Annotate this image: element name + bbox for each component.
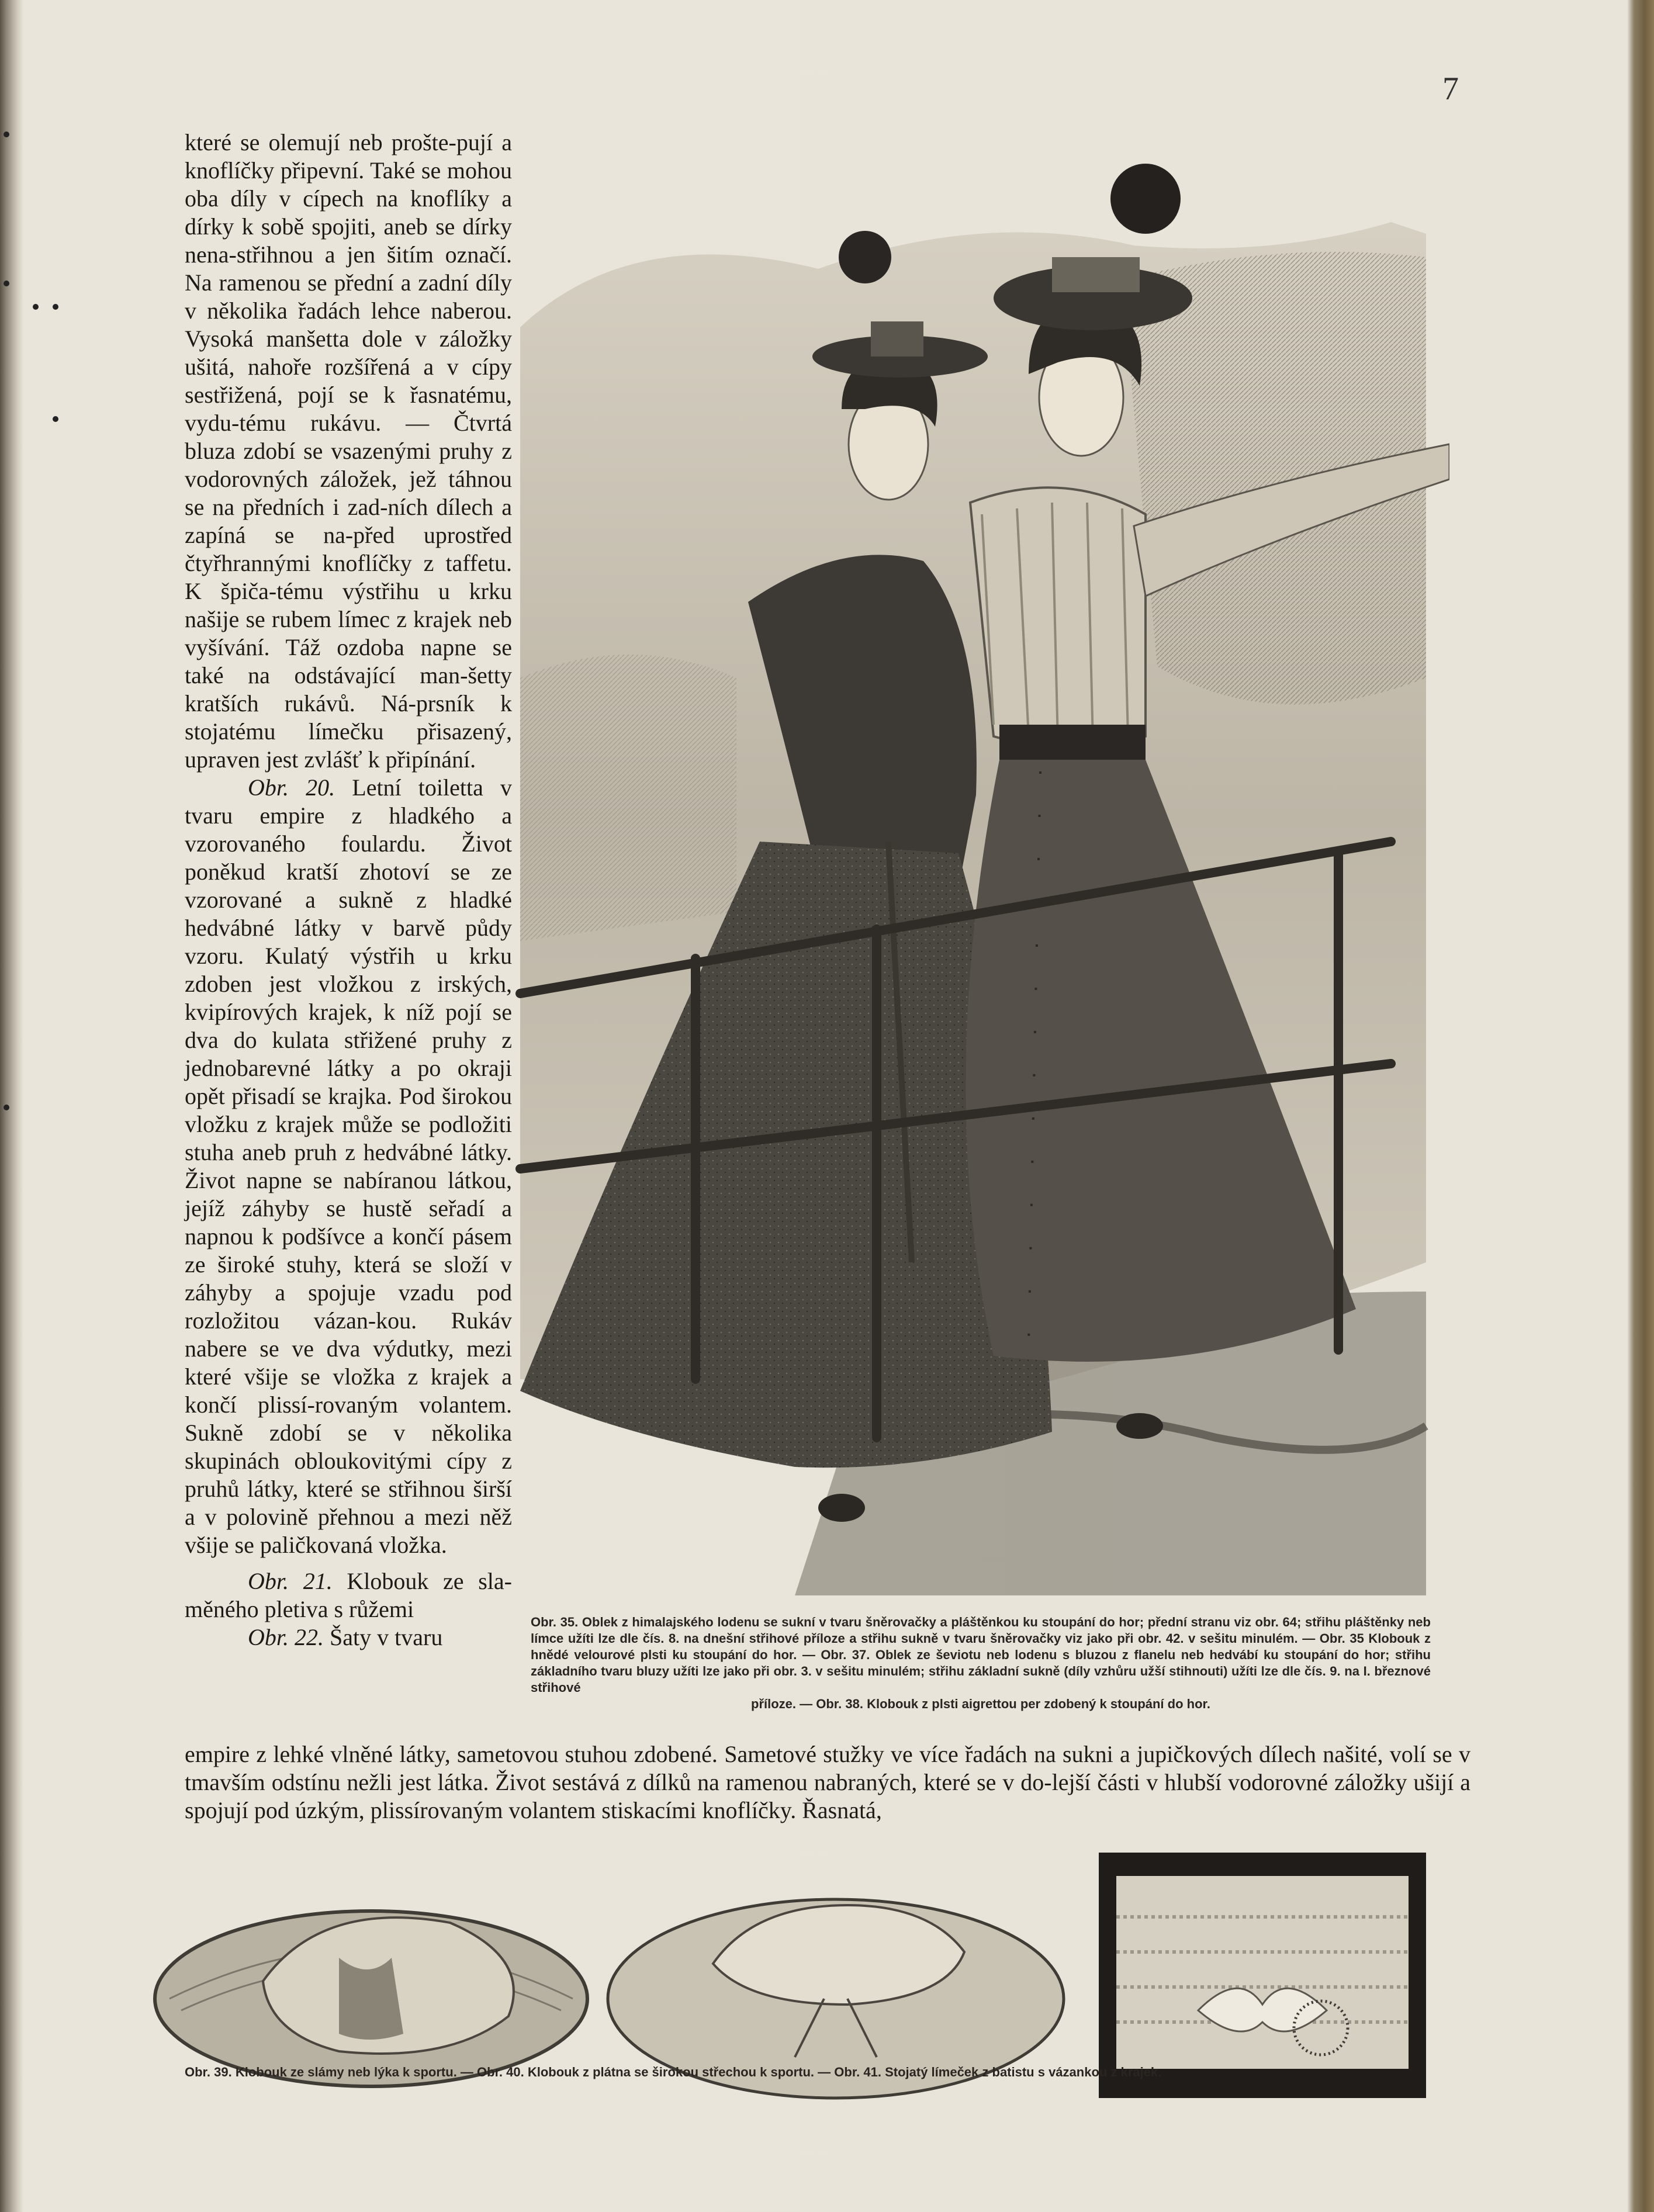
left-text-column bbox=[185, 129, 512, 1652]
lace-collar-illustration bbox=[1099, 1853, 1426, 2098]
margin-mark bbox=[4, 281, 9, 286]
obr-21-text: Klobouk ze sla-měného pletiva s růžemi bbox=[185, 1568, 512, 1622]
full-width-paragraph: empire z lehké vlněné látky, sametovou stuhou zdobené. Sametové stužky ve více řadách na sukni a jupičkových dílech našité, volí se v tmavším odstínu nežli jest látka. Život sestává z dílků na ramenou nabraných, které se v do-lejší části v hlubší vodorovné záložky ušijí a spojují pod úzkým, plissírovaným volantem stiskacími knoflíčky. Řasnatá, bbox=[185, 1741, 1470, 1823]
margin-mark bbox=[53, 416, 58, 422]
caption-main-last-line: příloze. — Obr. 38. Klobouk z plsti aigrettou per zdobený k stoupání do hor. bbox=[751, 1697, 1210, 1711]
hillside bbox=[520, 655, 736, 941]
hat-feather-left bbox=[839, 231, 891, 283]
obr-22-label: Obr. 22. bbox=[248, 1624, 324, 1650]
margin-mark bbox=[53, 304, 58, 310]
page-right-edge bbox=[1627, 0, 1654, 2212]
margin-mark bbox=[4, 1105, 9, 1110]
caption-main-text: Obr. 35. Oblek z himalajského lodenu se sukní v tvaru šněrovačky a pláštěnkou ku stoupání do hor; přední stranu viz obr. 64; střihu pláštěnky neb límce užíti lze dle čís. 8. na dnešní střihové příloze a střihu sukně v tvaru šněrovačky viz jako při obr. 42. v sešitu minulém. — Obr. 35 Klobouk z hnědé velourové plsti ku stoupání do hor. — Obr. 37. Oblek ze ševiotu neb lodenu s bluzou z flanelu neb hedvábí ku stoupání do hor; střihu základního tvaru bluzy užíti lze jako při obr. 3. v sešitu minulém; střihu základní sukně (díly vzhůru užší stihnouti) užíti lze dle čís. 9. na I. březnové střihové bbox=[531, 1615, 1431, 1695]
hat-crown-right bbox=[1052, 257, 1140, 292]
page-number: 7 bbox=[1442, 71, 1459, 107]
obr-22-text: Šaty v tvaru bbox=[324, 1624, 443, 1650]
paragraph-obr-22 bbox=[185, 1623, 512, 1652]
hat-crown-left bbox=[871, 321, 923, 356]
shoe-right bbox=[1116, 1413, 1163, 1439]
obr-20-text: Letní toiletta v tvaru empire z hladkého a vzorovaného foulardu. Život poněkud kratší zhotoví se ze vzorované a sukně z hladké hedvábné látky v barvě půdy vzoru. Kulatý výstřih u krku zdoben jest vložkou z irských, kvipírových krajek, k níž pojí se dva do kulata střižené pruhy z jednobarevné látky a po okraji opět přisadí se krajka. Pod širokou vložku z krajek může se podložiti stuha aneb pruh z hedvábné látky. Život napne se nabíranou látkou, jejíž záhyby se hustě seřadí a napnou k podšívce a končí pásem ze široké stuhy, která se složí v záhyby a spojuje vzadu pod rozložitou vázan-kou. Rukáv nabere se ve dva výdutky, mezi které všije se vložka z krajek a končí plissí-rovaným volantem. Sukně zdobí se v několika skupinách obloukovitými cípy z pruhů látky, které se střihnou širší a v polovině přehnou a mezi něž všije se paličkovaná vložka. bbox=[185, 774, 512, 1558]
belt bbox=[999, 725, 1146, 760]
margin-mark bbox=[4, 131, 9, 137]
hat-feather-right bbox=[1110, 164, 1181, 234]
paragraph-obr-20 bbox=[185, 774, 512, 1559]
paragraph-obr-21 bbox=[185, 1567, 512, 1623]
caption-obr-35-38 bbox=[531, 1614, 1431, 1712]
shoe-left bbox=[818, 1494, 865, 1522]
collar-fabric bbox=[1116, 1876, 1409, 2069]
paragraph-bluza: které se olemují neb prošte-pují a knoflíčky připevní. Také se mohou oba díly v cípech na knoflíky a dírky k sobě spojiti, aneb se dírky nena-střihnou a jen šitím označí. Na ramenou se přední a zadní díly v několika řadách lehce naberou. Vysoká manšetta dole v záložky ušitá, nahoře rozšířená a v cípy sestřižená, pojí se k řasnatému, vydu-tému rukávu. — Čtvrtá bluza zdobí se vsazenými pruhy z vodorovných záložek, jež táhnou se na předních i zad-ních dílech a zapíná se na-před uprostřed čtyřhrannými knoflíčky z taffetu. K špiča-tému výstřihu u krku našije se rubem límec z krajek neb vyšívání. Táž ozdoba napne se také na odstávající man-šetty kratších rukávů. Ná-prsník k stojatému límečku přisazený, upraven jest zvlášť k připínání. bbox=[185, 129, 512, 773]
margin-mark bbox=[33, 304, 39, 310]
fashion-illustration bbox=[514, 152, 1449, 1601]
obr-20-label: Obr. 20. bbox=[248, 774, 335, 801]
caption-obr-39-41: Obr. 39. Klobouk ze slámy neb lýka k sportu. — Obr. 40. Klobouk z plátna se širokou střechou k sportu. — Obr. 41. Stojatý límeček z batistu s vázankou z krajek. bbox=[185, 2065, 1162, 2079]
obr-21-label: Obr. 21. bbox=[248, 1568, 333, 1594]
